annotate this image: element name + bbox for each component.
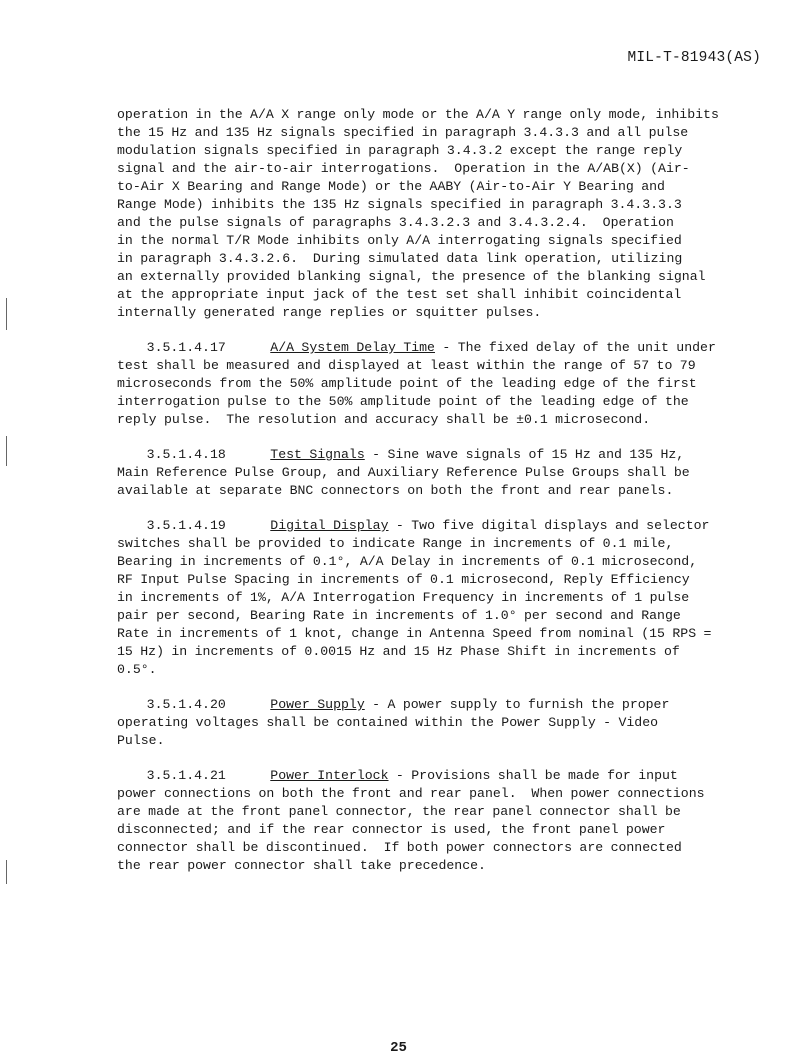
margin-mark	[6, 298, 7, 330]
section-title: A/A System Delay Time	[270, 340, 435, 355]
section-body: switches shall be provided to indicate Range in increments of 0.1 mile, Bearing in increments of 0.1°, A/A Delay in increments of 0.1 microsecond, RF Input Pulse Spacing in increments of 0.1 microsecond, Reply Efficiency in increments of 1%, A/A Interrogation Frequency in increments of 1 pulse pair per second, Bearing Rate in increments of 1.0° per second and Range Rate in increments of 1 knot, change in Antenna Speed from nominal (15 RPS = 15 Hz) in increments of 0.0015 Hz and 15 Hz Phase Shift in increments of 0.5°.	[117, 536, 712, 677]
paragraph-continuation: operation in the A/A X range only mode or the A/A Y range only mode, inhibits the 15 Hz and 135 Hz signals specified in paragraph 3.4.3.3 and all pulse modulation signals specified in paragraph 3.4.3.2 except the range reply signal and the air-to-air interrogations. Operation in the A/AB(X) (Air- to-Air X Bearing and Range Mode) or the AABY (Air-to-Air Y Bearing and Range Mode) inhibits the 135 Hz signals specified in paragraph 3.4.3.3.3 and the pulse signals of paragraphs 3.4.3.2.3 and 3.4.3.2.4. Operation in the normal T/R Mode inhibits only A/A interrogating signals specified in paragraph 3.4.3.2.6. During simulated data link operation, utilizing an externally provided blanking signal, the presence of the blanking signal at the appropriate input jack of the test set shall inhibit coincidental internally generated range replies or squitter pulses.	[117, 107, 719, 320]
section-title: Digital Display	[270, 518, 389, 533]
paragraph-3-5-1-4-18	[117, 446, 789, 500]
section-number: 3.5.1.4.21	[146, 768, 226, 783]
section-body: test shall be measured and displayed at least within the range of 57 to 79 microseconds from the 50% amplitude point of the leading edge of the first interrogation pulse to the 50% amplitude point of the leading edge of the reply pulse. The resolution and accuracy shall be ±0.1 microsecond.	[117, 358, 697, 427]
section-body: power connections on both the front and rear panel. When power connections are made at the front panel connector, the rear panel connector shall be disconnected; and if the rear connector is used, the front panel power connector shall be discontinued. If both power connectors are connected the rear power connector shall take precedence.	[117, 786, 705, 873]
section-title: Power Supply	[270, 697, 365, 712]
section-lead: - Provisions shall be made for input	[388, 768, 678, 783]
paragraph-3-5-1-4-21	[117, 767, 789, 875]
section-lead: - The fixed delay of the unit under	[434, 340, 716, 355]
margin-mark	[6, 860, 7, 884]
section-body: operating voltages shall be contained within the Power Supply - Video Pulse.	[117, 715, 659, 748]
document-id: MIL-T-81943(AS)	[627, 50, 761, 66]
section-lead: - Sine wave signals of 15 Hz and 135 Hz,	[364, 447, 685, 462]
document-body	[117, 106, 789, 892]
page-number: 25	[390, 1040, 407, 1056]
section-lead: - A power supply to furnish the proper	[364, 697, 670, 712]
paragraph-3-5-1-4-19	[117, 517, 789, 679]
paragraph-3-5-1-4-17	[117, 339, 789, 429]
section-lead: - Two five digital displays and selector	[388, 518, 710, 533]
section-body: Main Reference Pulse Group, and Auxiliary Reference Pulse Groups shall be available at separate BNC connectors on both the front and rear panels.	[117, 465, 690, 498]
paragraph-3-5-1-4-20	[117, 696, 789, 750]
section-title: Test Signals	[270, 447, 365, 462]
section-number: 3.5.1.4.20	[146, 697, 226, 712]
section-number: 3.5.1.4.19	[146, 518, 226, 533]
section-number: 3.5.1.4.18	[146, 447, 226, 462]
section-title: Power Interlock	[270, 768, 389, 783]
section-number: 3.5.1.4.17	[146, 340, 226, 355]
margin-mark	[6, 436, 7, 466]
